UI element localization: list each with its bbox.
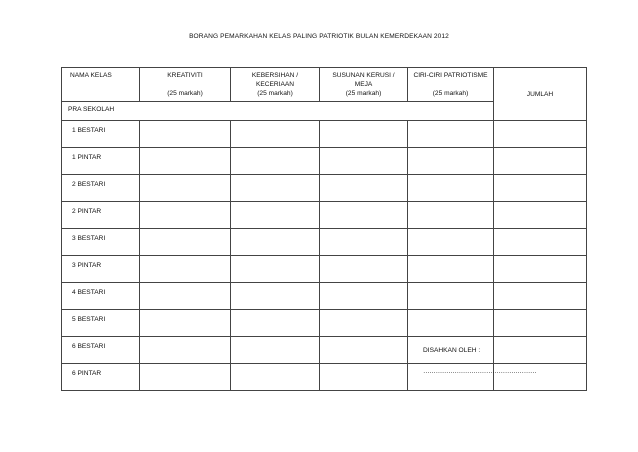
signature-line: ……………………………………………… xyxy=(423,368,537,375)
header-row xyxy=(62,68,587,102)
table-row xyxy=(62,148,587,175)
score-cell-kebersihan[interactable] xyxy=(231,364,320,391)
score-cell-patriotisme[interactable] xyxy=(408,283,494,310)
score-cell-kreativiti[interactable] xyxy=(140,337,231,364)
header-susunan-label-1: SUSUNAN KERUSI / xyxy=(332,72,395,79)
signoff-label: DISAHKAN OLEH : xyxy=(423,347,481,354)
score-cell-kebersihan[interactable] xyxy=(231,256,320,283)
score-cell-jumlah[interactable] xyxy=(494,202,587,229)
score-cell-jumlah[interactable] xyxy=(494,337,587,364)
score-cell-jumlah[interactable] xyxy=(494,229,587,256)
score-cell-patriotisme[interactable] xyxy=(408,202,494,229)
score-cell-kreativiti[interactable] xyxy=(140,364,231,391)
table-row xyxy=(62,175,587,202)
score-cell-patriotisme[interactable] xyxy=(408,148,494,175)
score-cell-patriotisme[interactable] xyxy=(408,175,494,202)
header-kebersihan xyxy=(231,68,320,102)
score-cell-kreativiti[interactable] xyxy=(140,283,231,310)
table-row xyxy=(62,256,587,283)
score-cell-kebersihan[interactable] xyxy=(231,310,320,337)
score-cell-kreativiti[interactable] xyxy=(140,229,231,256)
score-cell-susunan[interactable] xyxy=(320,337,408,364)
score-cell-patriotisme[interactable] xyxy=(408,229,494,256)
score-cell-susunan[interactable] xyxy=(320,202,408,229)
header-nama-kelas: NAMA KELAS xyxy=(62,68,140,102)
header-kebersihan-label-2: KECERIAAN xyxy=(255,81,295,88)
table-row xyxy=(62,337,587,364)
header-susunan xyxy=(320,68,408,102)
score-cell-kreativiti[interactable] xyxy=(140,121,231,148)
score-cell-susunan[interactable] xyxy=(320,175,408,202)
class-name-cell: 6 BESTARI xyxy=(62,337,140,364)
score-cell-kebersihan[interactable] xyxy=(231,202,320,229)
score-cell-susunan[interactable] xyxy=(320,310,408,337)
score-cell-patriotisme[interactable] xyxy=(408,310,494,337)
table-row xyxy=(62,202,587,229)
table-row xyxy=(62,229,587,256)
score-cell-kreativiti[interactable] xyxy=(140,256,231,283)
header-jumlah: JUMLAH xyxy=(494,68,587,121)
score-cell-jumlah[interactable] xyxy=(494,310,587,337)
score-cell-jumlah[interactable] xyxy=(494,256,587,283)
class-name-cell: 4 BESTARI xyxy=(62,283,140,310)
score-cell-jumlah[interactable] xyxy=(494,175,587,202)
score-cell-kebersihan[interactable] xyxy=(231,175,320,202)
header-kebersihan-label-1: KEBERSIHAN / xyxy=(251,72,299,79)
score-cell-susunan[interactable] xyxy=(320,364,408,391)
table-row xyxy=(62,310,587,337)
header-kreativiti-marks: (25 markah) xyxy=(167,90,203,97)
class-name-cell: 2 PINTAR xyxy=(62,202,140,229)
score-cell-jumlah[interactable] xyxy=(494,283,587,310)
table-row xyxy=(62,283,587,310)
header-kreativiti-label: KREATIVITI xyxy=(167,72,203,79)
score-cell-susunan[interactable] xyxy=(320,283,408,310)
class-name-cell: 1 PINTAR xyxy=(62,148,140,175)
score-cell-kebersihan[interactable] xyxy=(231,121,320,148)
table-row xyxy=(62,121,587,148)
header-patriotisme xyxy=(408,68,494,102)
score-cell-kebersihan[interactable] xyxy=(231,229,320,256)
score-cell-jumlah[interactable] xyxy=(494,148,587,175)
score-cell-patriotisme[interactable] xyxy=(408,121,494,148)
score-cell-kreativiti[interactable] xyxy=(140,202,231,229)
header-susunan-marks: (25 markah) xyxy=(345,90,382,97)
class-name-cell: 6 PINTAR xyxy=(62,364,140,391)
score-cell-kebersihan[interactable] xyxy=(231,148,320,175)
header-patriotisme-label: CIRI-CIRI PATRIOTISME xyxy=(413,72,488,79)
section-label: PRA SEKOLAH xyxy=(62,102,494,121)
score-cell-susunan[interactable] xyxy=(320,229,408,256)
score-cell-patriotisme[interactable] xyxy=(408,256,494,283)
class-name-cell: 2 BESTARI xyxy=(62,175,140,202)
header-kebersihan-marks: (25 markah) xyxy=(257,90,293,97)
score-cell-susunan[interactable] xyxy=(320,148,408,175)
header-patriotisme-marks: (25 markah) xyxy=(432,90,469,97)
class-name-cell: 3 PINTAR xyxy=(62,256,140,283)
score-cell-kreativiti[interactable] xyxy=(140,148,231,175)
score-cell-kreativiti[interactable] xyxy=(140,310,231,337)
page-title: BORANG PEMARKAHAN KELAS PALING PATRIOTIK BULAN KEMERDEKAAN 2012 xyxy=(189,33,449,40)
score-cell-susunan[interactable] xyxy=(320,121,408,148)
class-name-cell: 5 BESTARI xyxy=(62,310,140,337)
score-cell-kebersihan[interactable] xyxy=(231,283,320,310)
score-cell-kebersihan[interactable] xyxy=(231,337,320,364)
class-name-cell: 3 BESTARI xyxy=(62,229,140,256)
class-name-cell: 1 BESTARI xyxy=(62,121,140,148)
score-cell-kreativiti[interactable] xyxy=(140,175,231,202)
scoring-table xyxy=(61,67,587,391)
score-cell-susunan[interactable] xyxy=(320,256,408,283)
header-kreativiti xyxy=(140,68,231,102)
score-cell-jumlah[interactable] xyxy=(494,121,587,148)
header-susunan-label-2: MEJA xyxy=(354,81,373,88)
